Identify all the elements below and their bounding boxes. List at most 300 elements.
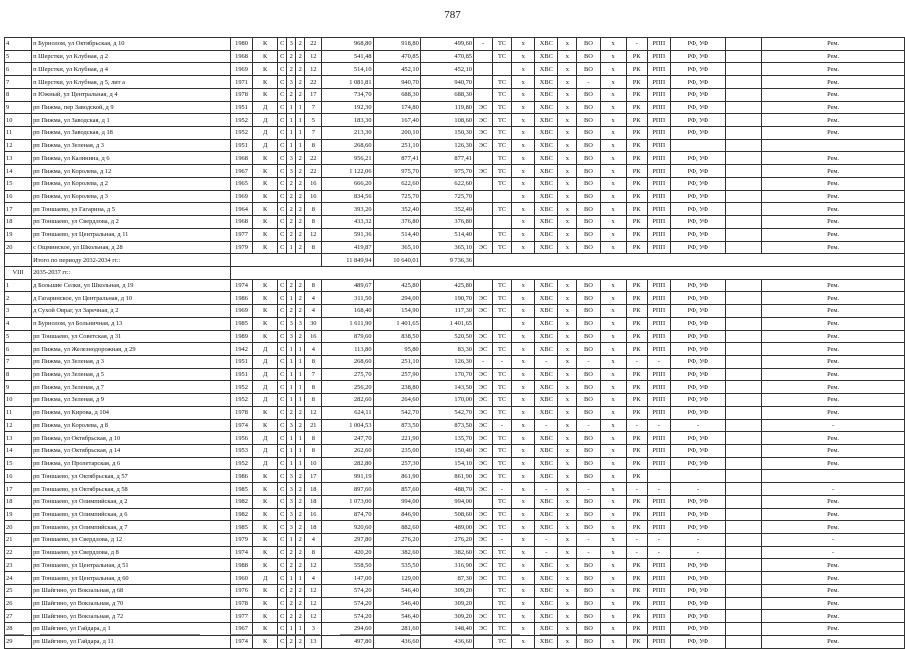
table-cell: 17 xyxy=(5,203,32,216)
table-cell: х xyxy=(558,203,577,216)
table-cell: К xyxy=(253,152,278,165)
table-cell xyxy=(726,279,762,292)
table-cell: ВО xyxy=(577,292,600,305)
table-cell: 2 xyxy=(296,203,305,216)
table-cell: д Сухой Овраг, ул Заречная, д 2 xyxy=(32,305,231,318)
table-cell: ХВС xyxy=(535,623,558,636)
section-number: VIII xyxy=(5,266,32,279)
table-cell: 546,40 xyxy=(373,597,420,610)
table-cell: РПП xyxy=(647,241,670,254)
table-cell: Рем. xyxy=(762,394,905,407)
table-cell: 2 xyxy=(296,419,305,432)
table-cell: х xyxy=(600,330,626,343)
table-cell: - xyxy=(535,546,558,559)
table-cell: 87,30 xyxy=(420,572,473,585)
table-cell xyxy=(762,139,905,152)
table-cell: ТС xyxy=(493,292,512,305)
period-total-row xyxy=(5,254,905,267)
table-cell: 1 xyxy=(287,432,296,445)
table-cell: - xyxy=(493,355,512,368)
table-cell: РПП xyxy=(647,88,670,101)
table-cell: ХВС xyxy=(535,38,558,51)
table-cell: 918,80 xyxy=(373,38,420,51)
table-cell: 147,00 xyxy=(322,572,373,585)
table-cell: ХВС xyxy=(535,572,558,585)
table-cell: 1985 xyxy=(230,483,252,496)
table-cell: 16 xyxy=(5,470,32,483)
table-cell: 499,60 xyxy=(420,38,473,51)
table-cell: 2 xyxy=(296,597,305,610)
table-cell: 1 081,81 xyxy=(322,76,373,89)
table-cell: ТС xyxy=(493,203,512,216)
table-row xyxy=(5,50,905,63)
table-cell: 1953 xyxy=(230,445,252,458)
table-cell: ХВС xyxy=(535,152,558,165)
table-cell: х xyxy=(600,559,626,572)
table-cell: х xyxy=(512,355,535,368)
table-cell: 2 xyxy=(296,610,305,623)
table-cell: рп Шайгино, ул Гайдара, д 11 xyxy=(32,635,231,648)
table-cell: 3 xyxy=(287,470,296,483)
table-cell: 18 xyxy=(305,521,322,534)
table-cell: - xyxy=(577,534,600,547)
table-cell: рп Тоншаево, ул Гагарина, д 5 xyxy=(32,203,231,216)
table-cell xyxy=(726,368,762,381)
table-cell: РК xyxy=(626,241,647,254)
table-cell: 294,00 xyxy=(373,292,420,305)
table-cell: х xyxy=(600,127,626,140)
table-cell: С xyxy=(278,114,287,127)
table-row xyxy=(5,292,905,305)
table-row xyxy=(5,38,905,51)
table-cell: рп Тоншаево, ул Олимпийская, д 7 xyxy=(32,521,231,534)
table-cell: 376,80 xyxy=(420,216,473,229)
total-label: Итого по периоду 2032-2034 гг.: xyxy=(32,254,231,267)
table-cell: 1965 xyxy=(230,177,252,190)
table-cell: Д xyxy=(253,368,278,381)
table-cell: 425,80 xyxy=(420,279,473,292)
table-cell: х xyxy=(512,343,535,356)
table-cell: ХВС xyxy=(535,559,558,572)
table-cell: РПП xyxy=(647,597,670,610)
table-cell: х xyxy=(558,406,577,419)
table-cell: К xyxy=(253,610,278,623)
table-cell: 1 xyxy=(287,457,296,470)
table-cell: рп Пижма, ул Зеленая, д 7 xyxy=(32,381,231,394)
table-cell: Рем. xyxy=(762,241,905,254)
table-row xyxy=(5,343,905,356)
table-cell: 1974 xyxy=(230,635,252,648)
table-cell: 3 xyxy=(287,165,296,178)
table-cell xyxy=(726,445,762,458)
table-cell: 514,10 xyxy=(322,63,373,76)
table-cell: ХВС xyxy=(535,330,558,343)
table-cell: рп Пижма, ул Зеленая, д 3 xyxy=(32,139,231,152)
table-cell: 846,90 xyxy=(373,508,420,521)
table-cell: К xyxy=(253,508,278,521)
table-cell: Д xyxy=(253,114,278,127)
table-cell: 170,00 xyxy=(420,394,473,407)
table-cell: РК xyxy=(626,406,647,419)
table-cell xyxy=(726,216,762,229)
table-row xyxy=(5,584,905,597)
table-cell: С xyxy=(278,483,287,496)
table-cell: х xyxy=(558,559,577,572)
table-cell: х xyxy=(600,432,626,445)
table-cell: ХВС xyxy=(535,381,558,394)
table-cell: РПП xyxy=(647,63,670,76)
table-row xyxy=(5,483,905,496)
table-cell: ВО xyxy=(577,432,600,445)
table-cell: К xyxy=(253,559,278,572)
table-cell: х xyxy=(600,597,626,610)
table-cell: 27 xyxy=(5,610,32,623)
table-cell: Рем. xyxy=(762,623,905,636)
table-cell: 1 xyxy=(296,355,305,368)
table-cell: х xyxy=(600,190,626,203)
table-cell: 1968 xyxy=(230,152,252,165)
table-cell: 1 xyxy=(296,368,305,381)
table-cell: - xyxy=(647,546,670,559)
table-cell xyxy=(726,50,762,63)
table-cell: 10 xyxy=(5,394,32,407)
table-cell xyxy=(726,508,762,521)
table-cell: 873,50 xyxy=(420,419,473,432)
table-cell: ХВС xyxy=(535,114,558,127)
table-cell: 251,10 xyxy=(373,355,420,368)
table-cell: 4 xyxy=(305,305,322,318)
table-cell: К xyxy=(253,279,278,292)
table-cell: Д xyxy=(253,139,278,152)
table-cell: рп Тоншаево, ул Свердлова, д 8 xyxy=(32,546,231,559)
table-cell xyxy=(474,597,493,610)
table-cell: 1952 xyxy=(230,381,252,394)
table-cell: 10 xyxy=(5,114,32,127)
table-cell: Рем. xyxy=(762,114,905,127)
table-cell: 920,60 xyxy=(322,521,373,534)
table-cell: 975,70 xyxy=(373,165,420,178)
table-cell xyxy=(762,470,905,483)
table-cell: Д xyxy=(253,343,278,356)
table-cell: Рем. xyxy=(762,432,905,445)
table-cell: К xyxy=(253,76,278,89)
total-living-area: 10 640,01 xyxy=(373,254,420,267)
table-cell: С xyxy=(278,368,287,381)
table-cell: 1978 xyxy=(230,597,252,610)
table-cell: рп Тоншаево, ул Советская, д 31 xyxy=(32,330,231,343)
table-cell: 18 xyxy=(5,495,32,508)
table-cell: рп Пижма, ул Калинина, д 6 xyxy=(32,152,231,165)
table-cell: Рем. xyxy=(762,559,905,572)
table-cell: х xyxy=(558,343,577,356)
table-cell: 119,80 xyxy=(420,101,473,114)
table-cell: 154,90 xyxy=(373,305,420,318)
table-cell: 1 xyxy=(287,368,296,381)
table-cell: 725,70 xyxy=(373,190,420,203)
table-cell: 2 xyxy=(296,63,305,76)
table-cell: 622,60 xyxy=(420,177,473,190)
table-cell: Рем. xyxy=(762,152,905,165)
table-cell: х xyxy=(558,457,577,470)
table-cell: 143,50 xyxy=(420,381,473,394)
table-cell: - xyxy=(647,355,670,368)
table-cell: х xyxy=(600,623,626,636)
table-cell: ХВС xyxy=(535,368,558,381)
table-row xyxy=(5,330,905,343)
table-cell: 546,40 xyxy=(373,584,420,597)
table-cell: 393,20 xyxy=(322,203,373,216)
table-cell: - xyxy=(626,546,647,559)
table-cell: х xyxy=(600,50,626,63)
table-cell: Рем. xyxy=(762,165,905,178)
table-cell: Рем. xyxy=(762,355,905,368)
table-cell: 688,30 xyxy=(420,88,473,101)
table-cell: К xyxy=(253,470,278,483)
table-cell: ВО xyxy=(577,572,600,585)
table-cell: ЭС xyxy=(474,305,493,318)
table-cell: РК xyxy=(626,76,647,89)
table-cell: 126,30 xyxy=(420,355,473,368)
table-cell: - xyxy=(647,534,670,547)
table-cell: 15 xyxy=(5,457,32,470)
table-cell: х xyxy=(600,279,626,292)
table-cell: 5 xyxy=(305,114,322,127)
table-cell: 17 xyxy=(305,470,322,483)
table-cell: 1 xyxy=(287,139,296,152)
table-cell: 452,10 xyxy=(420,63,473,76)
table-cell: х xyxy=(512,432,535,445)
table-cell: ТС xyxy=(493,381,512,394)
table-cell: - xyxy=(670,546,725,559)
table-cell: 8 xyxy=(305,445,322,458)
table-cell: РК xyxy=(626,127,647,140)
table-cell: С xyxy=(278,139,287,152)
table-cell: - xyxy=(474,38,493,51)
table-cell: п Шерстки, ул Клубная, д 4 xyxy=(32,63,231,76)
table-cell: С xyxy=(278,445,287,458)
table-cell: Д xyxy=(253,127,278,140)
table-cell: ТС xyxy=(493,330,512,343)
table-cell: ВО xyxy=(577,88,600,101)
table-cell: 975,70 xyxy=(420,165,473,178)
table-cell xyxy=(474,88,493,101)
table-cell: 276,20 xyxy=(420,534,473,547)
table-cell: 2 xyxy=(287,228,296,241)
table-cell: х xyxy=(512,559,535,572)
table-cell: х xyxy=(512,572,535,585)
table-cell: 282,80 xyxy=(322,457,373,470)
table-cell: ЭС xyxy=(474,165,493,178)
table-cell: РПП xyxy=(647,445,670,458)
table-cell: 1978 xyxy=(230,406,252,419)
table-cell: п Шерстки, ул Клубная, д 5, лит а xyxy=(32,76,231,89)
table-cell: 3 xyxy=(287,317,296,330)
table-cell: Рем. xyxy=(762,76,905,89)
table-cell: ВО xyxy=(577,190,600,203)
table-cell: РФ, УФ xyxy=(670,114,725,127)
table-cell: ТС xyxy=(493,343,512,356)
table-cell: 3 xyxy=(287,76,296,89)
table-cell: 9 xyxy=(5,381,32,394)
table-cell: 16 xyxy=(5,190,32,203)
table-cell: 4 xyxy=(305,343,322,356)
table-row xyxy=(5,279,905,292)
table-cell xyxy=(726,88,762,101)
table-cell: РПП xyxy=(647,495,670,508)
table-cell: РК xyxy=(626,457,647,470)
table-cell: 16 xyxy=(305,330,322,343)
table-cell: рп Пижма, ул Зеленая, д 5 xyxy=(32,368,231,381)
table-cell: 725,70 xyxy=(420,190,473,203)
table-cell: С xyxy=(278,177,287,190)
table-cell: С xyxy=(278,228,287,241)
table-cell: РФ, УФ xyxy=(670,190,725,203)
table-cell: х xyxy=(600,546,626,559)
table-cell: Рем. xyxy=(762,305,905,318)
table-cell: п Шерстки, ул Клубная, д 2 xyxy=(32,50,231,63)
table-row xyxy=(5,114,905,127)
table-cell: - xyxy=(647,419,670,432)
table-cell: рп Шайгино, ул Вокзальная, д 70 xyxy=(32,597,231,610)
table-cell: 20 xyxy=(5,241,32,254)
table-cell: 2 xyxy=(296,546,305,559)
table-row xyxy=(5,368,905,381)
table-cell: РК xyxy=(626,368,647,381)
table-cell: 11 xyxy=(5,127,32,140)
total-area: 11 849,94 xyxy=(322,254,373,267)
table-cell: 882,60 xyxy=(373,521,420,534)
table-cell: ВО xyxy=(577,330,600,343)
table-cell: 316,90 xyxy=(420,559,473,572)
table-cell: РК xyxy=(626,152,647,165)
table-cell: 19 xyxy=(5,508,32,521)
table-row xyxy=(5,445,905,458)
table-cell: - xyxy=(577,76,600,89)
table-cell: 574,20 xyxy=(322,597,373,610)
table-cell: К xyxy=(253,419,278,432)
table-cell: РФ, УФ xyxy=(670,101,725,114)
table-cell: 365,10 xyxy=(373,241,420,254)
table-cell: ВО xyxy=(577,610,600,623)
table-cell: Рем. xyxy=(762,445,905,458)
table-cell: рп Тоншаево, ул Октябрьская, д 58 xyxy=(32,483,231,496)
table-cell: ХВС xyxy=(535,406,558,419)
table-cell: К xyxy=(253,483,278,496)
table-cell: РПП xyxy=(647,216,670,229)
table-cell: 2 xyxy=(287,546,296,559)
table-cell: 200,10 xyxy=(373,127,420,140)
table-cell: ТС xyxy=(493,152,512,165)
table-cell: - xyxy=(762,534,905,547)
table-cell: 309,20 xyxy=(420,597,473,610)
table-cell: ЭС xyxy=(474,406,493,419)
table-cell: РК xyxy=(626,139,647,152)
table-cell: 2 xyxy=(296,152,305,165)
table-cell: К xyxy=(253,228,278,241)
table-cell: ХВС xyxy=(535,139,558,152)
table-cell: - xyxy=(762,419,905,432)
table-cell: 2 xyxy=(287,203,296,216)
table-cell: рп Шайгино, ул Гайдара, д 1 xyxy=(32,623,231,636)
table-cell: х xyxy=(600,508,626,521)
table-cell: Рем. xyxy=(762,521,905,534)
table-cell: ХВС xyxy=(535,177,558,190)
table-cell: х xyxy=(558,355,577,368)
table-cell: ЭС xyxy=(474,241,493,254)
table-cell: С xyxy=(278,63,287,76)
table-cell: 22 xyxy=(305,165,322,178)
table-cell: 18 xyxy=(5,216,32,229)
table-cell xyxy=(493,317,512,330)
table-cell xyxy=(726,165,762,178)
table-cell: х xyxy=(512,483,535,496)
table-cell: ЭС xyxy=(474,139,493,152)
table-cell: 83,30 xyxy=(420,343,473,356)
table-cell: х xyxy=(512,406,535,419)
table-cell: 1 xyxy=(296,139,305,152)
table-cell: х xyxy=(512,495,535,508)
table-cell: ТС xyxy=(493,38,512,51)
table-cell: рп Тоншаево, ул Октябрьская, д 57 xyxy=(32,470,231,483)
table-cell: 2 xyxy=(296,305,305,318)
table-cell: 18 xyxy=(305,483,322,496)
table-cell: 1986 xyxy=(230,292,252,305)
table-cell: 2 xyxy=(287,190,296,203)
table-cell: 1951 xyxy=(230,101,252,114)
table-cell xyxy=(726,597,762,610)
table-row xyxy=(5,152,905,165)
table-cell: РК xyxy=(626,63,647,76)
table-cell xyxy=(726,203,762,216)
table-cell: С xyxy=(278,623,287,636)
table-cell: рп Пижма, ул Железнодорожная, д 29 xyxy=(32,343,231,356)
table-cell: х xyxy=(512,546,535,559)
table-cell: х xyxy=(512,279,535,292)
table-cell: ХВС xyxy=(535,241,558,254)
table-cell: 8 xyxy=(5,368,32,381)
table-cell xyxy=(726,546,762,559)
table-cell: 7 xyxy=(5,355,32,368)
table-cell: К xyxy=(253,88,278,101)
table-row xyxy=(5,559,905,572)
table-cell: РФ, УФ xyxy=(670,330,725,343)
table-cell: 452,10 xyxy=(373,63,420,76)
table-cell: - xyxy=(474,355,493,368)
table-cell: ВО xyxy=(577,623,600,636)
table-row xyxy=(5,216,905,229)
table-cell: 1 122,06 xyxy=(322,165,373,178)
table-cell: 24 xyxy=(5,572,32,585)
table-cell: х xyxy=(600,368,626,381)
table-cell: 150,40 xyxy=(420,445,473,458)
table-cell xyxy=(726,127,762,140)
table-cell: х xyxy=(558,470,577,483)
table-cell: х xyxy=(600,152,626,165)
table-row xyxy=(5,610,905,623)
table-cell: Рем. xyxy=(762,63,905,76)
table-row xyxy=(5,355,905,368)
table-cell: С xyxy=(278,317,287,330)
table-cell: С xyxy=(278,76,287,89)
table-cell: х xyxy=(512,381,535,394)
table-cell: 8 xyxy=(305,203,322,216)
table-cell: 1 xyxy=(287,101,296,114)
table-cell: х xyxy=(600,63,626,76)
table-cell: х xyxy=(512,127,535,140)
table-cell: РК xyxy=(626,623,647,636)
table-cell: РФ, УФ xyxy=(670,38,725,51)
table-cell: х xyxy=(512,445,535,458)
